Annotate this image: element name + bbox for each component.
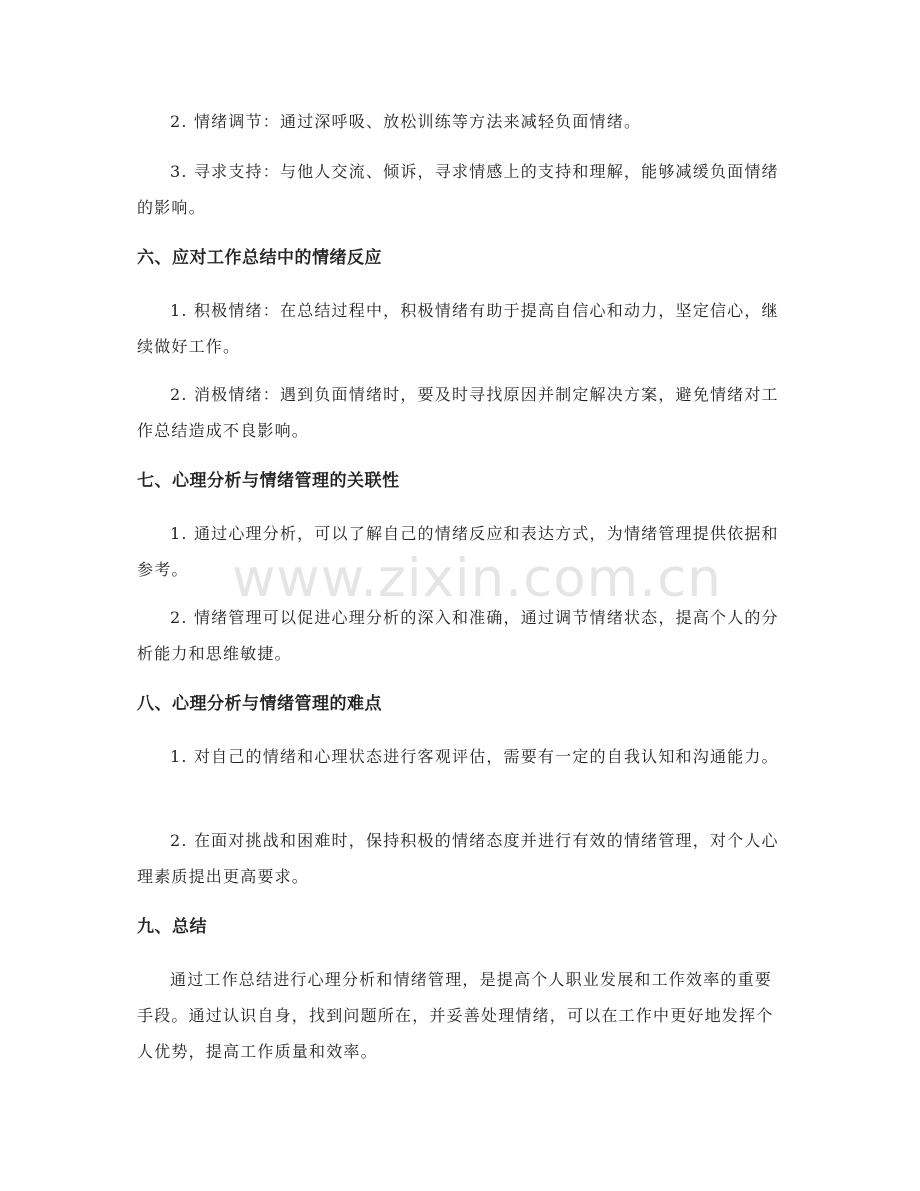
paragraph-emotion-regulation: 2. 情绪调节：通过深呼吸、放松训练等方法来减轻负面情绪。 (170, 112, 642, 131)
paragraph-positive-emotion: 1. 积极情绪：在总结过程中，积极情绪有助于提高自信心和动力，坚定信心，继续做好工作。 (137, 301, 779, 356)
paragraph-negative-emotion: 2. 消极情绪：遇到负面情绪时，要及时寻找原因并制定解决方案，避免情绪对工作总结造成不良影响。 (137, 385, 779, 440)
paragraph-summary: 通过工作总结进行心理分析和情绪管理，是提高个人职业发展和工作效率的重要手段。通过认识自身，找到问题所在，并妥善处理情绪，可以在工作中更好地发挥个人优势，提高工作质量和效率。 (137, 970, 774, 1061)
paragraph-relation-2: 2. 情绪管理可以促进心理分析的深入和准确，通过调节情绪状态，提高个人的分析能力和思维敏捷。 (137, 608, 779, 663)
section-heading-8: 八、心理分析与情绪管理的难点 (137, 694, 382, 714)
paragraph-seek-support: 3. 寻求支持：与他人交流、倾诉，寻求情感上的支持和理解，能够减缓负面情绪的影响。 (137, 162, 779, 217)
section-heading-9: 九、总结 (137, 917, 207, 937)
paragraph-difficulty-1: 1. 对自己的情绪和心理状态进行客观评估，需要有一定的自我认知和沟通能力。 (170, 747, 779, 766)
section-heading-6: 六、应对工作总结中的情绪反应 (137, 248, 382, 268)
section-heading-7: 七、心理分析与情绪管理的关联性 (137, 471, 400, 491)
watermark: www.zixin.com.cn (232, 548, 722, 609)
paragraph-difficulty-2: 2. 在面对挑战和困难时，保持积极的情绪态度并进行有效的情绪管理，对个人心理素质提出更高要求。 (137, 831, 779, 886)
paragraph-relation-1: 1. 通过心理分析，可以了解自己的情绪反应和表达方式，为情绪管理提供依据和参考。 (137, 524, 779, 579)
